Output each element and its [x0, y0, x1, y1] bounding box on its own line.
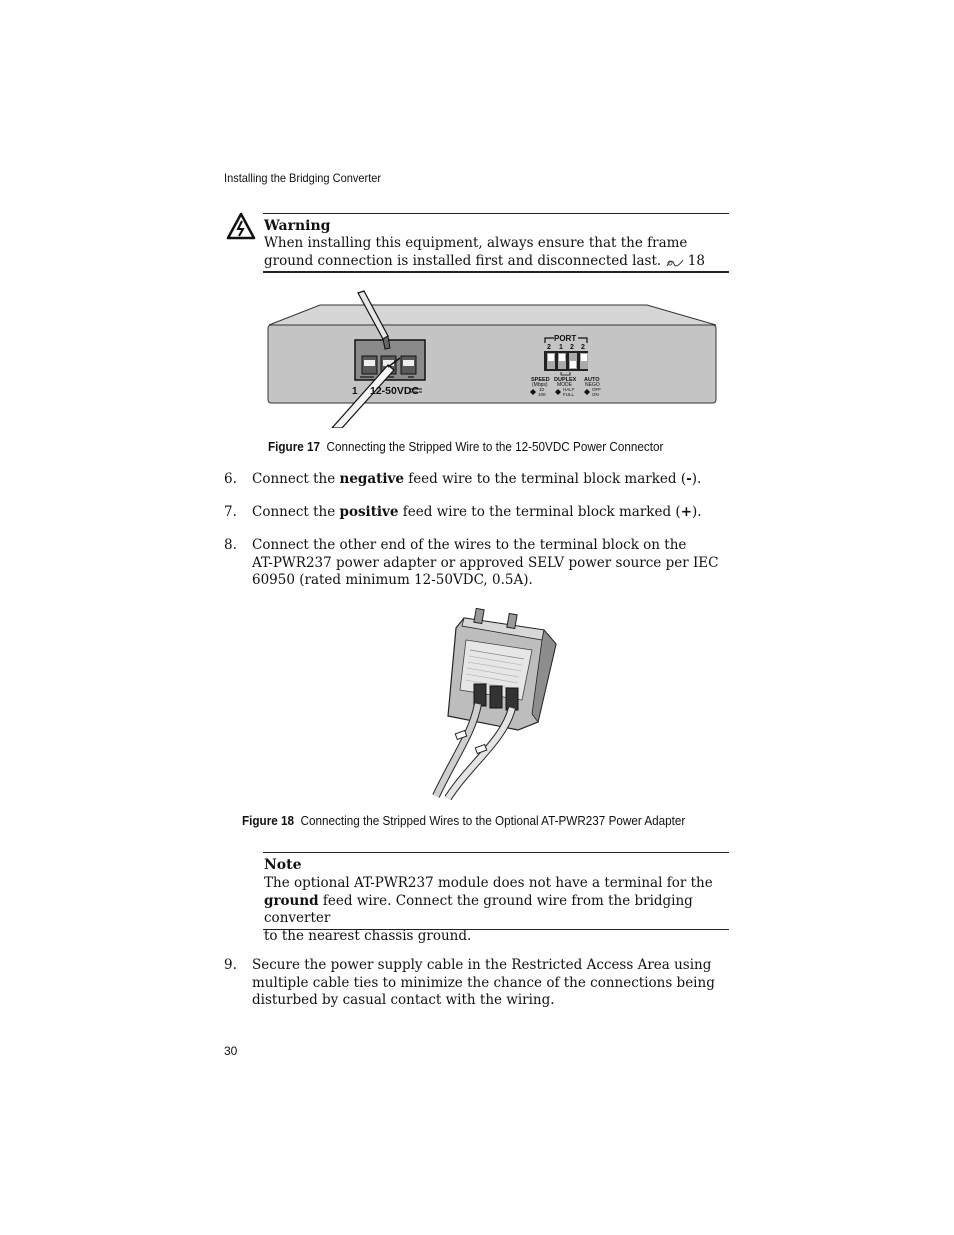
connector-voltage-label: 12-50VDC [370, 385, 420, 397]
step-6-text [252, 471, 701, 489]
figure18-caption [242, 813, 685, 828]
step-9-line: disturbed by casual contact with the wiring. [252, 992, 555, 1008]
svg-text:NEGO: NEGO [585, 382, 600, 388]
warning-title: Warning [264, 218, 331, 234]
figure17-label: Figure 17 [268, 439, 321, 454]
note-bold: ground [264, 892, 319, 909]
power-adapter [448, 608, 556, 730]
step-6-bold: negative [339, 471, 404, 487]
page-number: 30 [224, 1044, 238, 1058]
figure18-illustration [420, 604, 560, 800]
warning-ref-number: 18 [687, 252, 705, 269]
warning-top-rule [263, 213, 729, 214]
note-top-rule [263, 852, 729, 853]
step-8-line: Connect the other end of the wires to the terminal block on the [252, 537, 687, 553]
step-number: 9. [224, 957, 237, 973]
step-6-mark: - [686, 471, 692, 487]
step-6-end: ). [691, 471, 702, 487]
svg-text:HALF: HALF [563, 387, 575, 392]
svg-text:SPEED: SPEED [531, 377, 550, 383]
note-line: to the nearest chassis ground. [264, 927, 472, 944]
port-number: 2 [547, 344, 551, 351]
svg-text:ON: ON [592, 392, 599, 397]
step-7-mark: + [680, 504, 692, 520]
figure18-label: Figure 18 [242, 813, 295, 828]
warning-bottom-rule [263, 271, 729, 273]
step-8-line: 60950 (rated minimum 12-50VDC, 0.5A). [252, 572, 533, 588]
svg-text:10: 10 [539, 387, 545, 392]
port-number: 2 [581, 344, 585, 351]
step-6-post: feed wire to the terminal block marked ( [403, 471, 687, 487]
step-7-post: feed wire to the terminal block marked ( [398, 504, 681, 520]
step-7-pre: Connect the [252, 504, 340, 520]
note-title: Note [264, 857, 302, 873]
running-header: Installing the Bridging Converter [224, 171, 382, 185]
note-line-rest: feed wire. Connect the ground wire from the bridging converter [264, 892, 693, 926]
figure17-illustration [262, 288, 722, 428]
warning-body: When installing this equipment, always ensure that the frame ground connection is installed first and disconnected last. [264, 235, 688, 269]
warning-text [264, 235, 734, 270]
svg-text:MODE: MODE [557, 382, 572, 388]
step-7-end: ). [692, 504, 702, 520]
step-7-text [252, 504, 702, 522]
svg-text:FULL: FULL [563, 392, 575, 397]
step-8-text [252, 537, 718, 590]
figure18-caption-text: Connecting the Stripped Wires to the Optional AT-PWR237 Power Adapter [300, 813, 686, 828]
translation-ref-icon [666, 256, 684, 266]
svg-text:100: 100 [538, 392, 546, 397]
step-9-line: Secure the power supply cable in the Restricted Access Area using [252, 957, 712, 973]
connector-label: 1 [352, 386, 358, 397]
step-number: 8. [224, 537, 237, 553]
svg-text:OFF: OFF [592, 387, 601, 392]
warning-icon [226, 212, 256, 240]
svg-text:AUTO: AUTO [584, 377, 600, 383]
svg-text:DUPLEX: DUPLEX [554, 377, 577, 383]
figure17-caption [268, 439, 663, 454]
step-9-text [252, 957, 715, 1010]
step-7-bold: positive [339, 504, 399, 520]
port-number: 1 [559, 344, 563, 351]
svg-text:(Mbps): (Mbps) [532, 382, 548, 388]
note-text [264, 875, 734, 945]
note-line [264, 893, 734, 928]
step-6-pre: Connect the [252, 471, 340, 487]
note-bottom-rule [263, 929, 729, 930]
step-number: 6. [224, 471, 237, 487]
port-number: 2 [570, 344, 574, 351]
figure17-caption-text: Connecting the Stripped Wire to the 12-50VDC Power Connector [326, 439, 664, 454]
step-number: 7. [224, 504, 237, 520]
step-9-line: multiple cable ties to minimize the chance of the connections being [252, 974, 715, 991]
note-line: The optional AT-PWR237 module does not have a terminal for the [264, 875, 713, 891]
step-8-line: AT-PWR237 power adapter or approved SELV power source per IEC [252, 554, 719, 571]
port-label: PORT [554, 334, 577, 343]
